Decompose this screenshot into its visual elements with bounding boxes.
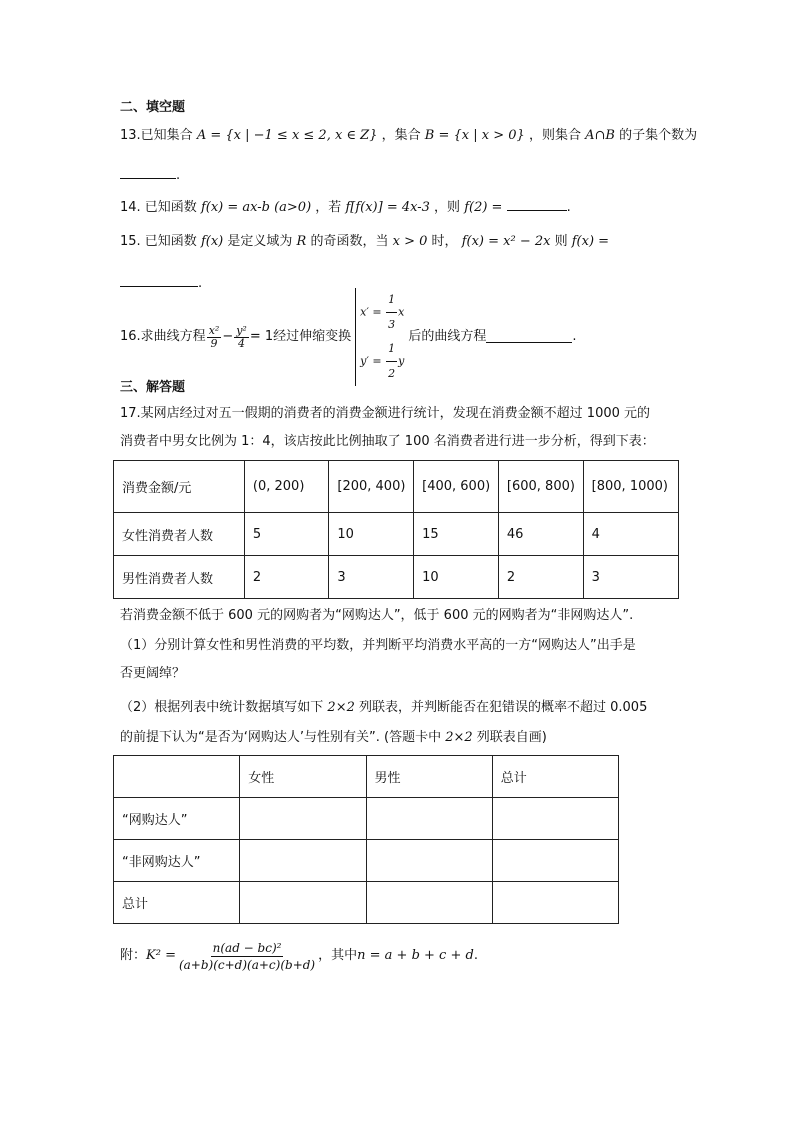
table2-cell: “非网购达人” [114,840,240,882]
q14-func: f(x) = ax-b (a>0) [200,200,312,215]
formula-denominator: (a+b)(c+d)(a+c)(b+d) [178,957,316,972]
table2-cell: “网购达人” [114,798,240,840]
q16-sys2-lhs: y′ = [360,354,382,368]
q13-prefix: 13.已知集合 [120,128,193,143]
q16-fraction-x [207,325,222,350]
table1-header-cell: [800, 1000) [583,461,678,513]
q15-expr: f(x) = x² − 2x [461,234,551,249]
q16-sys2-var: y [398,354,405,368]
table-row [114,556,679,599]
formula-mid: ，其中 [318,948,358,963]
q15-ask: f(x) = [571,234,610,249]
q16-sys1-den: 3 [388,318,396,331]
formula-numerator: n(ad − bc)² [212,940,282,955]
q17-part2-b2: 2×2 [445,730,473,745]
table-row [114,798,619,840]
q16-sys1-lhs: x′ = [360,305,382,319]
q15-end: . [198,276,203,291]
formula-n-def: n = a + b + c + d [357,948,474,963]
q13-blank[interactable] [120,164,176,179]
table2-cell[interactable] [492,882,618,924]
table1-cell: 4 [583,513,678,556]
table1-cell: 15 [414,513,499,556]
q15-mid: 是定义域为 [227,234,293,249]
formula-fraction [177,940,317,973]
table2-header-cell: 总计 [492,756,618,798]
section-title-fill-blank: 二、填空题 [120,100,186,115]
q14-end: . [566,200,571,215]
table1-header-cell: 消费金额/元 [114,461,245,513]
table1-cell: 男性消费者人数 [114,556,245,599]
q15-domain: R [296,234,307,249]
table2-cell[interactable] [366,798,492,840]
q15-mid3: 时， [431,234,458,249]
q15-mid2: 的奇函数，当 [310,234,389,249]
q17-line1: 17.某网店经过对五一假期的消费者的消费金额进行统计，发现在消费金额不超过 1000 元的 [120,406,651,421]
q16-end: . [572,329,577,344]
table2-header-cell: 男性 [366,756,492,798]
table1-header-cell: [600, 800) [498,461,583,513]
table2-cell[interactable] [240,882,366,924]
q17-part2-a1: （2）根据列表中统计数据填写如下 [120,700,324,715]
q16-f1-den: 9 [210,336,218,350]
q16-sys1-num: 1 [386,288,397,313]
q16-f2-den: 4 [238,336,246,350]
q15-blank[interactable] [120,272,198,287]
q16-eq: = 1 [249,329,274,344]
q17-definition: 若消费金额不低于 600 元的网购者为“网购达人”，低于 600 元的网购者为“非网购达人”. [120,608,634,623]
q17-part2-a2: 2×2 [327,700,355,715]
q14-mid2: ，则 [434,200,461,215]
table1-header-cell: [200, 400) [329,461,414,513]
question-16 [120,293,577,380]
q17-line2: 消费者中男女比例为 1：4，该店按此比例抽取了 100 名消费者进行进一步分析，得到下表： [120,434,655,449]
table1-header-cell: [400, 600) [414,461,499,513]
q15-mid4: 则 [554,234,568,249]
question-15 [120,232,609,252]
table2-cell[interactable] [492,798,618,840]
q17-part2-a3: 列联表，并判断能否在犯错误的概率不超过 0.005 [359,700,648,715]
q15-fx: f(x) [200,234,224,249]
q16-sys-row1 [360,288,404,337]
table1-cell: 2 [244,556,328,599]
table1-cell: 10 [414,556,499,599]
q17-part2-b3: 列联表自画) [476,730,547,745]
q16-fraction-y [234,325,249,350]
q13-mid2: ，则集合 [528,128,581,143]
question-13 [120,126,697,146]
q13-answer-line [120,164,180,186]
table2-cell[interactable] [240,840,366,882]
contingency-table [113,755,619,924]
table1-cell: 5 [244,513,328,556]
table1-cell: 46 [498,513,583,556]
table2-cell[interactable] [492,840,618,882]
table2-cell[interactable] [366,840,492,882]
contingency-table-header-row [114,756,619,798]
table1-header-cell: (0, 200) [244,461,328,513]
table1-cell: 3 [329,556,414,599]
q14-prefix: 14. 已知函数 [120,200,197,215]
table2-cell[interactable] [366,882,492,924]
q16-f2-num: y² [236,323,247,337]
table2-cell[interactable] [240,798,366,840]
q13-mid: ，集合 [381,128,421,143]
q16-sys2-den: 2 [388,367,396,380]
q17-part2-line2 [120,728,547,748]
formula-lhs: K² = [146,948,176,963]
q16-sys2-num: 1 [386,337,397,362]
table1-cell: 2 [498,556,583,599]
q14-ask: f(2) = [464,200,503,215]
q16-prefix: 16.求曲线方程 [120,329,206,344]
q16-suffix: 后的曲线方程 [408,329,487,344]
q14-mid: ，若 [315,200,342,215]
q17-part2-line1 [120,698,647,718]
k-squared-formula [120,932,478,980]
table1-cell: 女性消费者人数 [114,513,245,556]
table-row [114,882,619,924]
section-title-solve: 三、解答题 [120,380,186,395]
table1-cell: 3 [583,556,678,599]
formula-prefix: 附： [120,948,147,963]
table2-header-cell [114,756,240,798]
q13-expr: A∩B [585,128,615,143]
q13-set-a: A = {x | −1 ≤ x ≤ 2, x ∈ Z} [196,128,378,143]
q13-suffix: 的子集个数为 [619,128,698,143]
q14-cond: f[f(x)] = 4x-3 [345,200,430,215]
q14-blank[interactable] [507,196,567,211]
q17-part2-b1: 的前提下认为“是否为‘网购达人’与性别有关”. (答题卡中 [120,730,442,745]
q15-prefix: 15. 已知函数 [120,234,197,249]
table-row [114,840,619,882]
q16-sys1-frac [386,288,397,337]
q15-cond: x > 0 [392,234,428,249]
q16-sys-row2 [360,337,404,386]
q16-minus: − [222,329,234,344]
q15-answer-line [120,272,202,294]
q16-f1-num: x² [208,323,220,337]
table2-cell: 总计 [114,882,240,924]
q13-end: . [176,168,181,183]
consumption-table-header-row [114,461,679,513]
q17-part1-line2: 否更阔绰？ [120,666,186,681]
table2-header-cell: 女性 [240,756,366,798]
table1-cell: 10 [329,513,414,556]
q16-sys1-var: x [398,305,405,319]
consumption-table [113,460,679,599]
table-row [114,513,679,556]
q16-sys2-frac [386,337,397,386]
q16-blank[interactable] [486,332,572,343]
question-14 [120,196,571,218]
formula-end: . [473,948,478,963]
q16-transform-system [355,288,404,386]
q13-set-b: B = {x | x > 0} [424,128,525,143]
q16-mid: 经过伸缩变换 [273,329,352,344]
q17-part1-line1: （1）分别计算女性和男性消费的平均数，并判断平均消费水平高的一方“网购达人”出手是 [120,638,636,653]
